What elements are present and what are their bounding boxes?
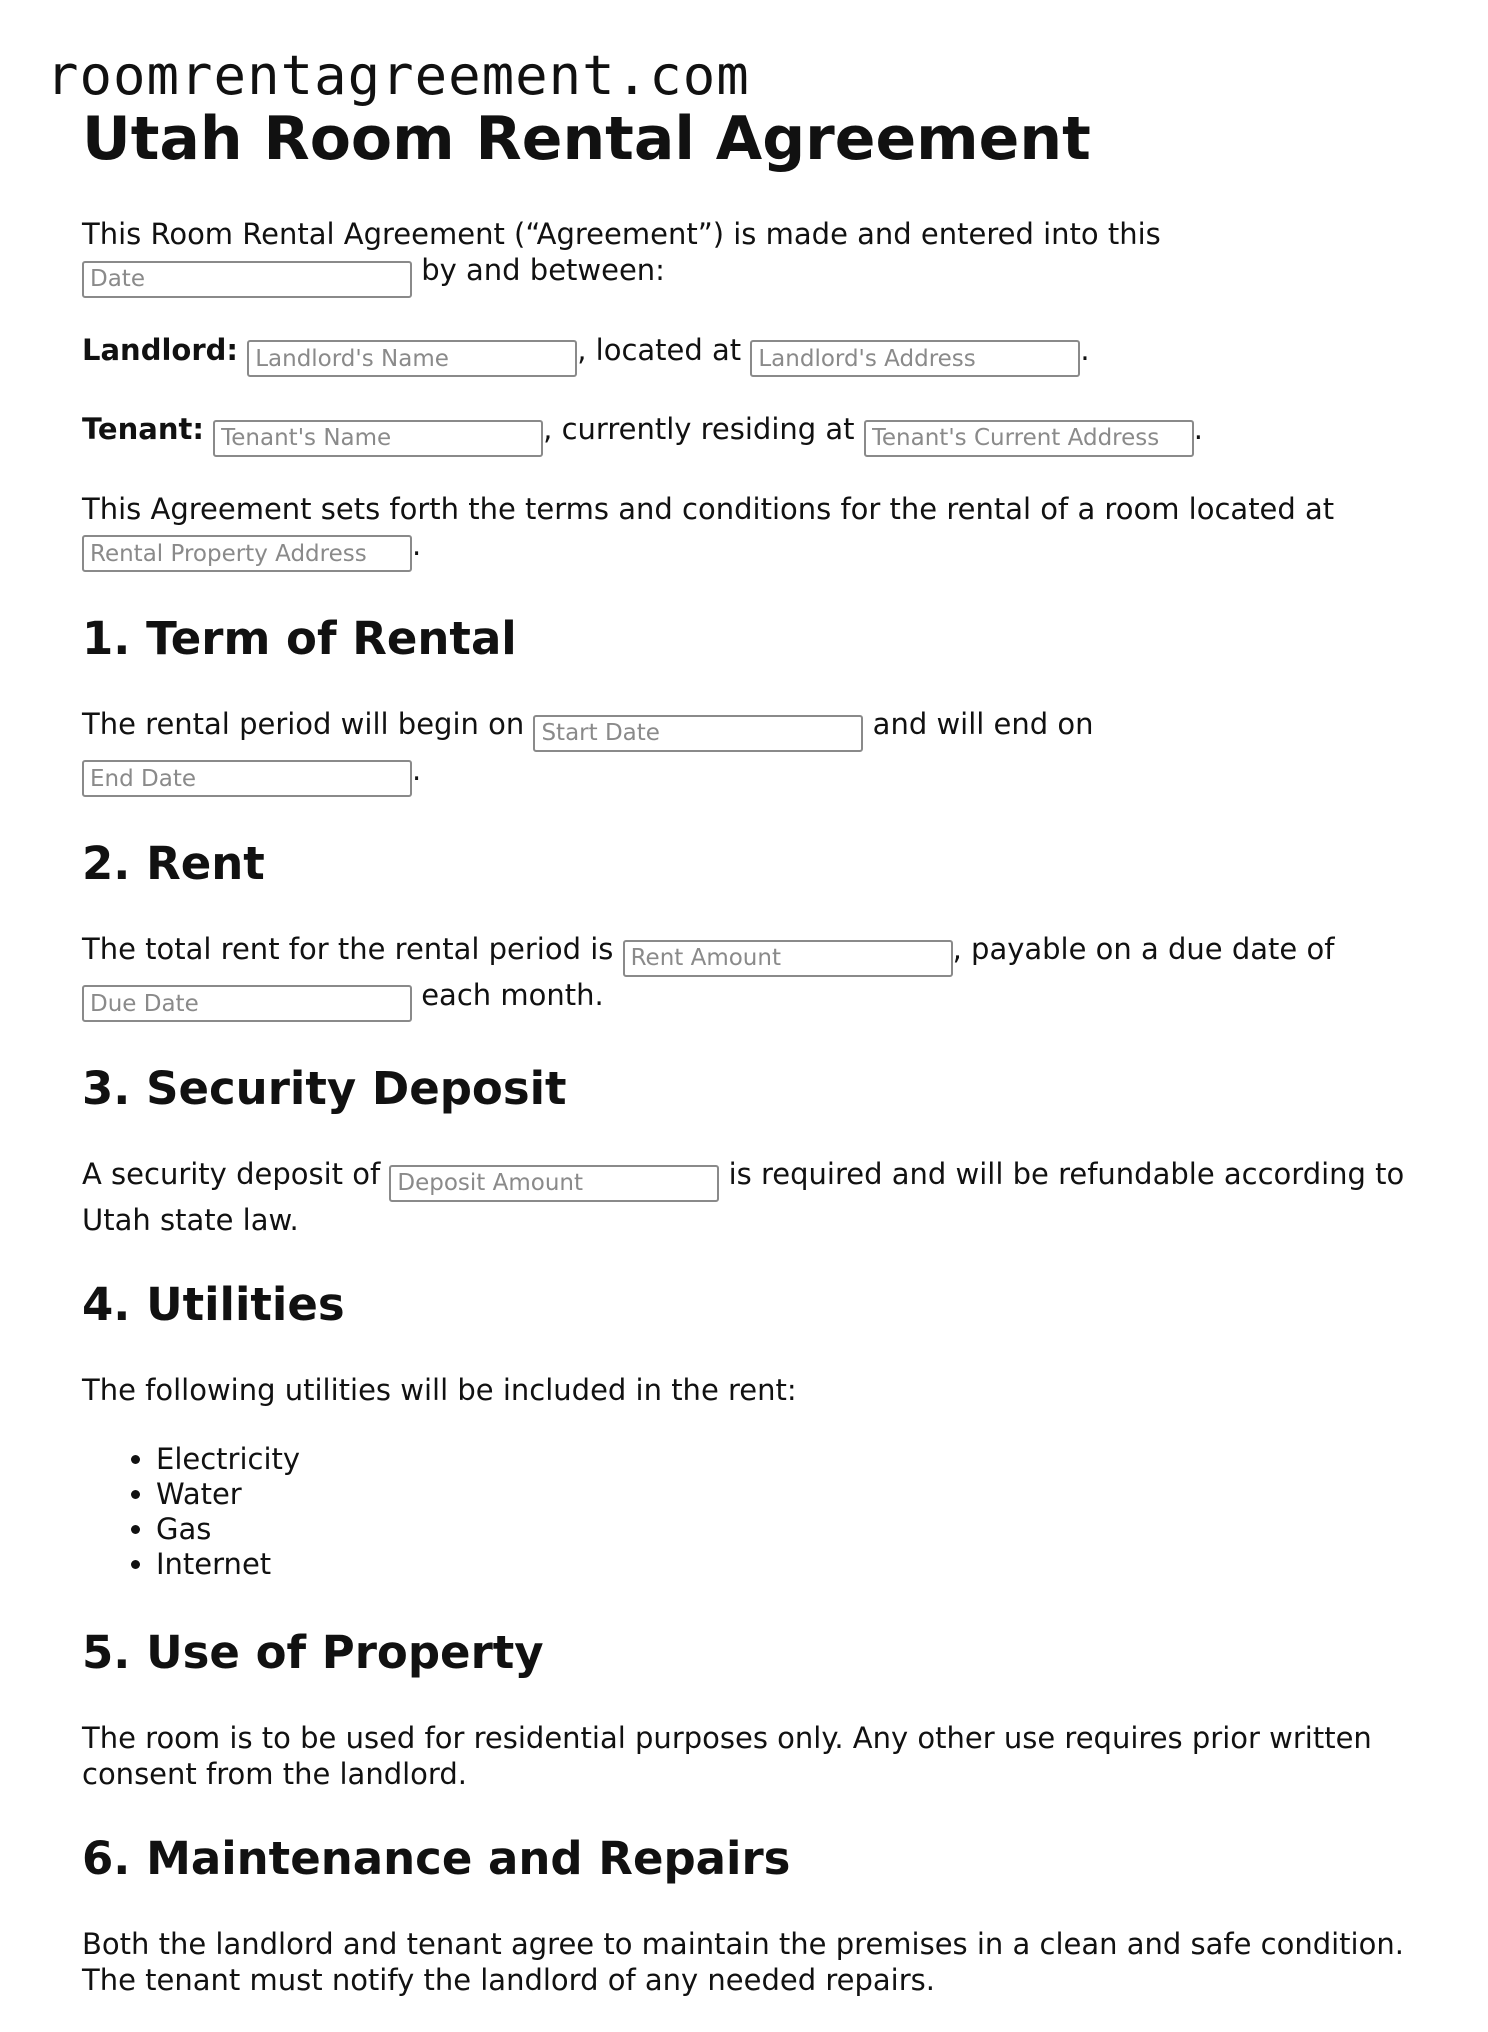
utilities-paragraph: The following utilities will be included in the rent: — [82, 1372, 797, 1407]
due-date-field[interactable] — [82, 985, 412, 1022]
landlord-address-field[interactable] — [750, 340, 1080, 377]
tenant-address-field[interactable] — [864, 420, 1194, 457]
use-paragraph: The room is to be used for residential purposes only. Any other use requires prior written consent from the landlord. — [82, 1720, 1372, 1791]
section-heading-utilities: 4. Utilities — [82, 1277, 345, 1331]
start-date-field[interactable] — [533, 715, 863, 752]
tenant-name-field[interactable] — [213, 420, 543, 457]
tenant-label: Tenant: — [82, 412, 204, 446]
rent-text-before: The total rent for the rental period is — [82, 932, 614, 966]
term-end: . — [412, 752, 422, 787]
term-text-middle: and will end on — [872, 707, 1094, 741]
agreement-date-field[interactable] — [82, 261, 412, 298]
deposit-amount-field[interactable] — [389, 1165, 719, 1202]
deposit-text-after: is required and will be refundable according to Utah state law. — [82, 1157, 1405, 1237]
list-item: • Internet — [156, 1547, 1422, 1582]
maintenance-paragraph: Both the landlord and tenant agree to maintain the premises in a clean and safe condition. The tenant must notify the landlord of any needed repairs. — [82, 1926, 1404, 1997]
section-heading-term: 1. Term of Rental — [82, 612, 517, 665]
intro-paragraph — [82, 216, 1422, 298]
deposit-text-before: A security deposit of — [82, 1157, 381, 1191]
tenant-paragraph — [82, 411, 1422, 457]
section-heading-maintenance: 6. Maintenance and Repairs — [82, 1831, 791, 1885]
deposit-paragraph — [82, 1156, 1422, 1238]
landlord-paragraph — [82, 332, 1422, 378]
rent-text-after: each month. — [421, 977, 604, 1012]
list-item: • Water — [156, 1477, 1422, 1512]
rent-text-middle: , payable on a due date of — [952, 932, 1335, 966]
landlord-end: . — [1080, 332, 1090, 367]
property-paragraph — [82, 491, 1422, 573]
landlord-connector: , located at — [577, 332, 742, 367]
agreement-document — [82, 104, 1422, 2032]
list-item: • Electricity — [156, 1442, 1422, 1477]
term-paragraph — [82, 706, 1422, 797]
property-text: This Agreement sets forth the terms and conditions for the rental of a room located at — [82, 491, 1335, 526]
section-heading-use: 5. Use of Property — [82, 1625, 544, 1679]
list-item: • Gas — [156, 1512, 1422, 1547]
page-title: Utah Room Rental Agreement — [82, 104, 1091, 174]
intro-text-after: by and between: — [421, 253, 665, 287]
property-end: . — [412, 527, 422, 562]
landlord-label: Landlord: — [82, 332, 238, 367]
intro-text: This Room Rental Agreement (“Agreement”) is made and entered into this — [82, 217, 1161, 251]
term-text-before: The rental period will begin on — [82, 707, 525, 741]
utilities-list — [82, 1442, 1422, 1582]
tenant-connector: , currently residing at — [543, 412, 855, 446]
landlord-name-field[interactable] — [247, 340, 577, 377]
section-heading-rent: 2. Rent — [82, 837, 265, 890]
rental-property-address-field[interactable] — [82, 535, 412, 572]
end-date-field[interactable] — [82, 760, 412, 797]
rent-amount-field[interactable] — [623, 940, 953, 977]
rent-paragraph — [82, 931, 1422, 1022]
section-heading-deposit: 3. Security Deposit — [82, 1062, 567, 1115]
site-watermark: roomrentagreement.com — [46, 44, 750, 107]
tenant-end: . — [1193, 412, 1203, 446]
